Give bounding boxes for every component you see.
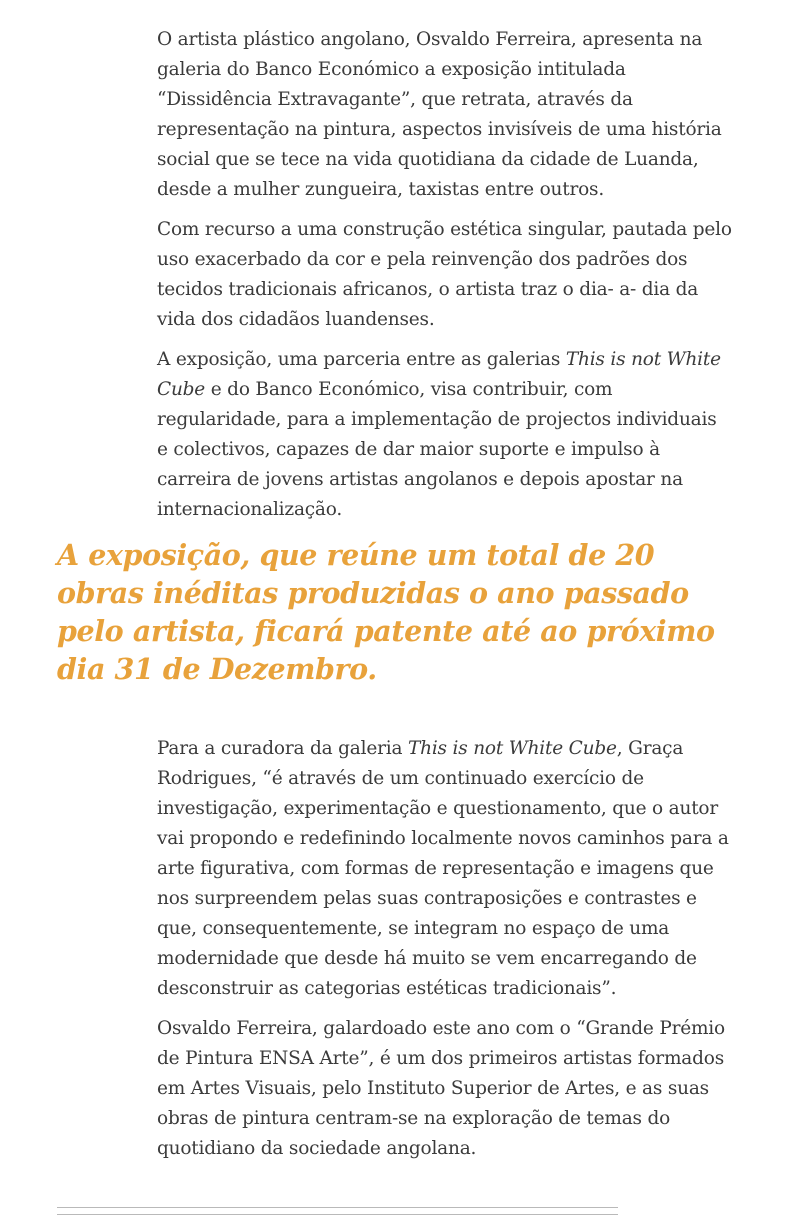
divider-line — [57, 1214, 618, 1215]
gallery-name-italic: This is not White Cube — [157, 349, 721, 400]
paragraph-partnership — [157, 345, 732, 525]
paragraph-partnership-lead: A exposição, uma parceria entre as galerias — [157, 349, 566, 370]
paragraph-artist-bio: Osvaldo Ferreira, galardoado este ano com o “Grande Prémio de Pintura ENSA Arte”, é um dos primeiros artistas formados em Artes Visuais, pelo Instituto Superior de Artes, e as suas obras de pintura centram-se na exploração de temas do quotidiano da sociedade angolana. — [157, 1018, 725, 1159]
divider-line — [57, 1207, 618, 1208]
paragraph-curator-quote — [157, 734, 732, 1004]
paragraph-aesthetics: Com recurso a uma construção estética singular, pautada pelo uso exacerbado da cor e pela reinvenção dos padrões dos tecidos tradicionais africanos, o artista traz o dia- a- dia da vida dos cidadãos luandenses. — [157, 219, 732, 330]
article-body-bottom — [157, 734, 732, 1174]
paragraph-intro: O artista plástico angolano, Osvaldo Ferreira, apresenta na galeria do Banco Económico a exposição intitulada “Dissidência Extravagante”, que retrata, através da representação na pintura, aspectos invisíveis de uma história social que se tece na vida quotidiana da cidade de Luanda, desde a mulher zungueira, taxistas entre outros. — [157, 29, 722, 200]
article-body-top — [157, 25, 732, 535]
paragraph-curator-lead: Para a curadora da galeria — [157, 738, 408, 759]
pull-quote: A exposição, que reúne um total de 20 obras inéditas produzidas o ano passado pelo artista, ficará patente até ao próximo dia 31 de Dezembro. — [57, 538, 715, 686]
paragraph-partnership-rest: e do Banco Económico, visa contribuir, com regularidade, para a implementação de projectos individuais e colectivos, capazes de dar maior suporte e impulso à carreira de jovens artistas angolanos e depois apostar na internacionalização. — [157, 379, 717, 520]
gallery-name-italic: This is not White Cube — [407, 738, 617, 759]
paragraph-curator-rest: , Graça Rodrigues, “é através de um continuado exercício de investigação, experimentação e questionamento, que o autor vai propondo e redefinindo localmente novos caminhos para a arte figurativa, com formas de representação e imagens que nos surpreendem pelas suas contraposições e contrastes e que, consequentemente, se integram no espaço de uma modernidade que desde há muito se vem encarregando de desconstruir as categorias estéticas tradicionais”. — [157, 738, 729, 999]
